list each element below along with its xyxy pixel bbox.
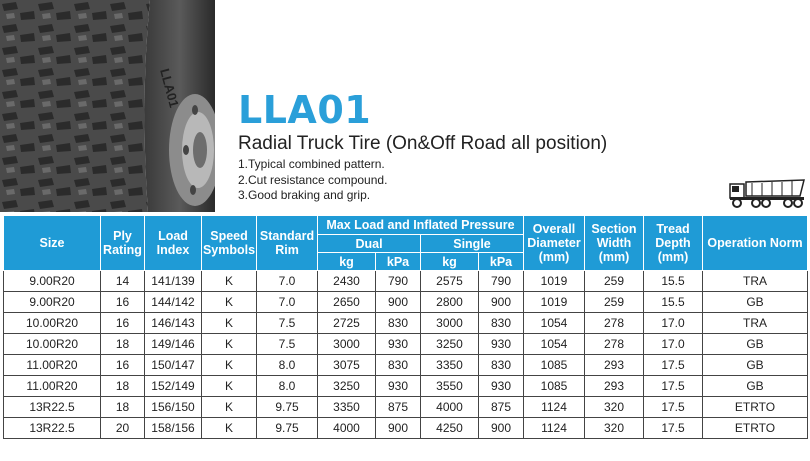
cell-operation-norm: GB (703, 334, 808, 355)
header-single: Single (421, 235, 524, 253)
dump-truck-icon (728, 176, 808, 208)
cell-standard-rim: 7.5 (257, 334, 318, 355)
feature-list (238, 157, 387, 204)
cell-section-width: 278 (585, 313, 644, 334)
cell-speed-symbol: K (202, 313, 257, 334)
cell-dual-kpa: 830 (376, 313, 421, 334)
cell-single-kpa: 930 (479, 376, 524, 397)
cell-size: 10.00R20 (4, 334, 101, 355)
cell-ply-rating: 20 (101, 418, 145, 439)
cell-single-kpa: 830 (479, 313, 524, 334)
header-dual-kpa: kPa (376, 253, 421, 271)
cell-section-width: 320 (585, 397, 644, 418)
cell-load-index: 152/149 (145, 376, 202, 397)
cell-load-index: 156/150 (145, 397, 202, 418)
cell-section-width: 293 (585, 376, 644, 397)
table-row (4, 292, 808, 313)
cell-overall-diameter: 1085 (524, 355, 585, 376)
cell-load-index: 149/146 (145, 334, 202, 355)
cell-single-kpa: 930 (479, 334, 524, 355)
cell-tread-depth: 17.5 (644, 355, 703, 376)
cell-operation-norm: GB (703, 355, 808, 376)
cell-load-index: 158/156 (145, 418, 202, 439)
cell-single-kg: 3250 (421, 334, 479, 355)
table-row (4, 313, 808, 334)
cell-dual-kg: 3075 (318, 355, 376, 376)
cell-overall-diameter: 1019 (524, 271, 585, 292)
cell-dual-kg: 4000 (318, 418, 376, 439)
cell-size: 11.00R20 (4, 376, 101, 397)
header-tread-depth: Tread Depth (mm) (644, 216, 703, 271)
cell-tread-depth: 15.5 (644, 271, 703, 292)
cell-standard-rim: 7.0 (257, 271, 318, 292)
cell-load-index: 144/142 (145, 292, 202, 313)
cell-ply-rating: 14 (101, 271, 145, 292)
tire-image (0, 0, 215, 212)
cell-dual-kg: 3000 (318, 334, 376, 355)
cell-size: 9.00R20 (4, 292, 101, 313)
cell-standard-rim: 8.0 (257, 355, 318, 376)
cell-size: 11.00R20 (4, 355, 101, 376)
cell-single-kpa: 900 (479, 418, 524, 439)
cell-single-kg: 3350 (421, 355, 479, 376)
cell-operation-norm: TRA (703, 313, 808, 334)
cell-speed-symbol: K (202, 397, 257, 418)
cell-dual-kg: 3250 (318, 376, 376, 397)
table-row (4, 418, 808, 439)
cell-standard-rim: 7.5 (257, 313, 318, 334)
cell-speed-symbol: K (202, 418, 257, 439)
cell-single-kg: 2800 (421, 292, 479, 313)
cell-dual-kpa: 790 (376, 271, 421, 292)
cell-overall-diameter: 1124 (524, 397, 585, 418)
cell-load-index: 141/139 (145, 271, 202, 292)
cell-single-kg: 3000 (421, 313, 479, 334)
cell-tread-depth: 15.5 (644, 292, 703, 313)
cell-ply-rating: 16 (101, 355, 145, 376)
cell-dual-kpa: 830 (376, 355, 421, 376)
cell-section-width: 259 (585, 292, 644, 313)
cell-operation-norm: ETRTO (703, 397, 808, 418)
cell-overall-diameter: 1085 (524, 376, 585, 397)
cell-single-kpa: 900 (479, 292, 524, 313)
cell-tread-depth: 17.5 (644, 376, 703, 397)
cell-section-width: 278 (585, 334, 644, 355)
product-model-title: LLA01 (238, 88, 372, 132)
product-subtitle: Radial Truck Tire (On&Off Road all position) (238, 133, 608, 154)
header-dual: Dual (318, 235, 421, 253)
cell-size: 13R22.5 (4, 418, 101, 439)
cell-speed-symbol: K (202, 334, 257, 355)
cell-speed-symbol: K (202, 376, 257, 397)
header-operation-norm: Operation Norm (703, 216, 808, 271)
cell-single-kg: 4000 (421, 397, 479, 418)
cell-dual-kpa: 930 (376, 334, 421, 355)
cell-overall-diameter: 1019 (524, 292, 585, 313)
cell-ply-rating: 18 (101, 334, 145, 355)
cell-dual-kg: 2650 (318, 292, 376, 313)
table-row (4, 397, 808, 418)
cell-size: 13R22.5 (4, 397, 101, 418)
cell-standard-rim: 8.0 (257, 376, 318, 397)
cell-load-index: 146/143 (145, 313, 202, 334)
table-row (4, 334, 808, 355)
cell-dual-kg: 3350 (318, 397, 376, 418)
header-standard-rim: Standard Rim (257, 216, 318, 271)
cell-dual-kpa: 900 (376, 418, 421, 439)
cell-speed-symbol: K (202, 355, 257, 376)
cell-operation-norm: ETRTO (703, 418, 808, 439)
cell-single-kg: 2575 (421, 271, 479, 292)
header-single-kpa: kPa (479, 253, 524, 271)
cell-dual-kpa: 930 (376, 376, 421, 397)
svg-text:LLA01: LLA01 (157, 66, 182, 110)
cell-dual-kg: 2725 (318, 313, 376, 334)
table-row (4, 271, 808, 292)
header-overall-diameter: Overall Diameter (mm) (524, 216, 585, 271)
spec-table (3, 215, 808, 439)
header-max-load: Max Load and Inflated Pressure (318, 216, 524, 235)
cell-overall-diameter: 1054 (524, 313, 585, 334)
cell-tread-depth: 17.5 (644, 397, 703, 418)
header-size: Size (4, 216, 101, 271)
cell-operation-norm: GB (703, 292, 808, 313)
cell-ply-rating: 16 (101, 292, 145, 313)
cell-single-kg: 3550 (421, 376, 479, 397)
cell-dual-kg: 2430 (318, 271, 376, 292)
header-section-width: Section Width (mm) (585, 216, 644, 271)
cell-single-kpa: 830 (479, 355, 524, 376)
feature-item: 2.Cut resistance compound. (238, 172, 388, 187)
feature-item: 1.Typical combined pattern. (238, 157, 385, 171)
cell-speed-symbol: K (202, 292, 257, 313)
header-speed-symbols: Speed Symbols (202, 216, 257, 271)
cell-section-width: 259 (585, 271, 644, 292)
cell-ply-rating: 16 (101, 313, 145, 334)
cell-size: 10.00R20 (4, 313, 101, 334)
cell-section-width: 293 (585, 355, 644, 376)
cell-standard-rim: 9.75 (257, 397, 318, 418)
cell-size: 9.00R20 (4, 271, 101, 292)
cell-overall-diameter: 1054 (524, 334, 585, 355)
cell-ply-rating: 18 (101, 376, 145, 397)
cell-speed-symbol: K (202, 271, 257, 292)
table-row (4, 355, 808, 376)
cell-ply-rating: 18 (101, 397, 145, 418)
cell-section-width: 320 (585, 418, 644, 439)
cell-single-kpa: 875 (479, 397, 524, 418)
cell-tread-depth: 17.5 (644, 418, 703, 439)
table-row (4, 376, 808, 397)
feature-item: 3.Good braking and grip. (238, 188, 371, 202)
header-ply-rating: Ply Rating (101, 216, 145, 271)
cell-dual-kpa: 900 (376, 292, 421, 313)
header-dual-kg: kg (318, 253, 376, 271)
cell-operation-norm: TRA (703, 271, 808, 292)
cell-single-kpa: 790 (479, 271, 524, 292)
cell-tread-depth: 17.0 (644, 334, 703, 355)
cell-tread-depth: 17.0 (644, 313, 703, 334)
header-load-index: Load Index (145, 216, 202, 271)
cell-dual-kpa: 875 (376, 397, 421, 418)
header-single-kg: kg (421, 253, 479, 271)
cell-standard-rim: 9.75 (257, 418, 318, 439)
cell-single-kg: 4250 (421, 418, 479, 439)
cell-operation-norm: GB (703, 376, 808, 397)
cell-load-index: 150/147 (145, 355, 202, 376)
cell-standard-rim: 7.0 (257, 292, 318, 313)
cell-overall-diameter: 1124 (524, 418, 585, 439)
